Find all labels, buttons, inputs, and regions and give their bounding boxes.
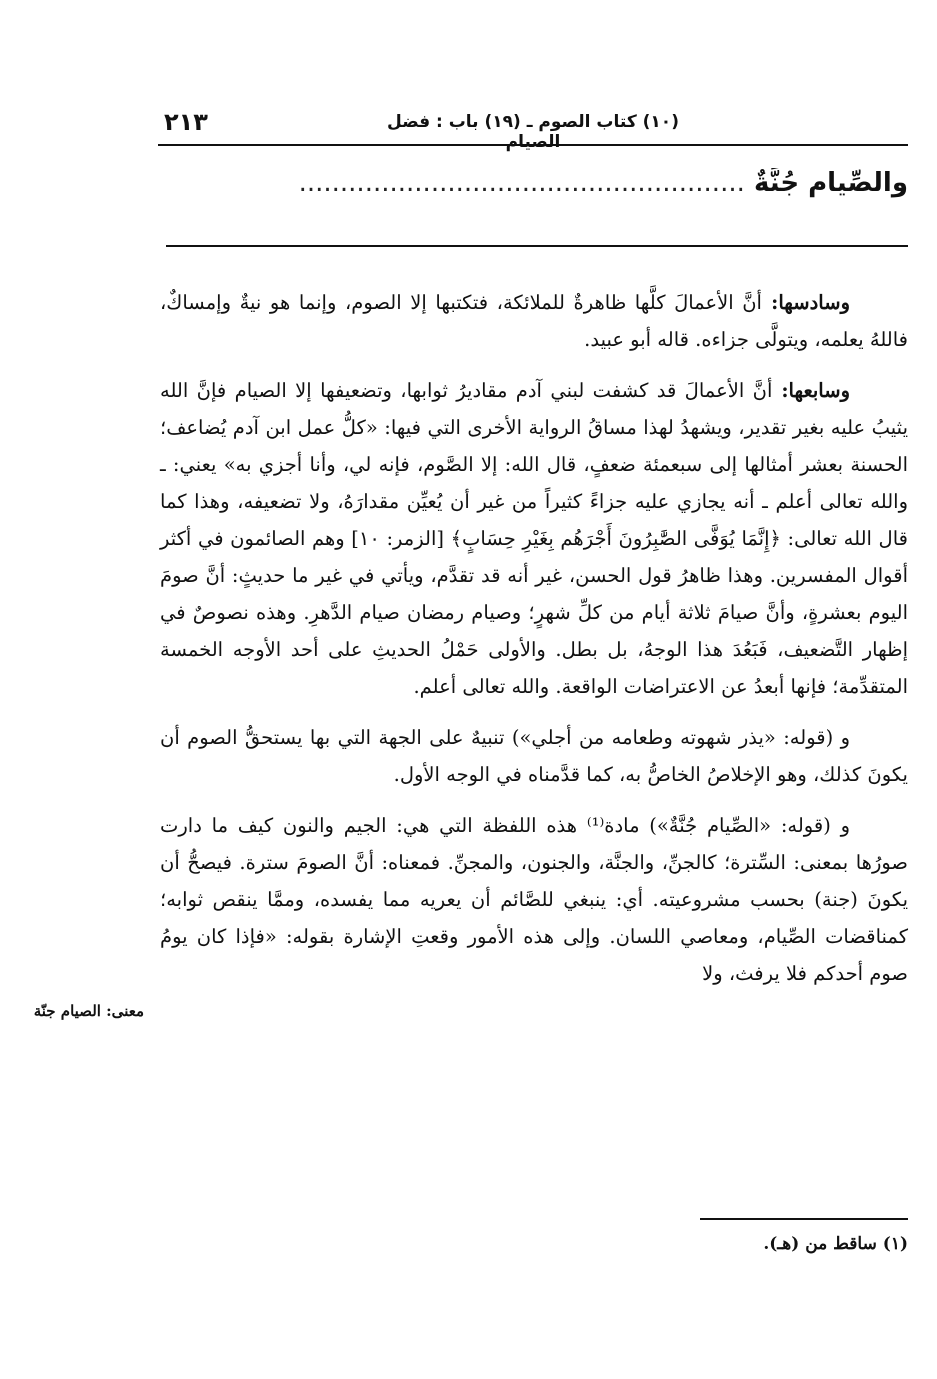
page-header <box>158 104 908 152</box>
hadith-words: والصِّيام جُنَّةٌ <box>753 168 908 198</box>
running-title: (١٠) كتاب الصوم ـ (١٩) باب : فضل الصيام <box>387 112 679 152</box>
text-separator-rule <box>166 245 908 247</box>
paragraph-sixth <box>160 284 908 358</box>
paragraph-abstain <box>160 719 908 793</box>
paragraph-lead: وسابعها: <box>772 379 850 402</box>
paragraph-text: و (قوله: «الصِّيام جُنَّةٌ») مادة⁽¹⁾ هذه اللفظة التي هي: الجيم والنون كيف ما دارت صورُها بمعنى: السِّترة؛ كالجنِّ، والجنَّة، والجنون، والمجنِّ. فمعناه: أنَّ الصومَ سترة. فيصحُّ أن يكونَ (جنة) بحسب مشروعيته. أي: ينبغي للصَّائم أن يعريه مما يفسده، وممَّا ينقص ثوابه؛ كمناقضات الصِّيام، ومعاصي اللسان. وإلى هذه الأمور وقعتِ الإشارة بقوله: «فإذا كان يومُ صوم أحدكم فلا يرفث، ولا <box>160 814 908 985</box>
hadith-text-line <box>160 168 908 218</box>
footnote: (١) ساقط من (هـ). <box>763 1234 908 1254</box>
footnote-separator-rule <box>700 1218 908 1220</box>
paragraph-seventh <box>160 372 908 705</box>
margin-note: معنى: الصيام جنّة <box>33 1002 144 1020</box>
paragraph-text: و (قوله: «يذر شهوته وطعامه من أجلي») تنبيهٌ على الجهة التي بها يستحقُّ الصوم أن يكونَ كذلك، وهو الإخلاصُ الخاصُّ به، كما قدَّمناه في الوجه الأول. <box>160 726 908 786</box>
paragraph-text: أنَّ الأعمالَ كلَّها ظاهرةٌ للملائكة، فتكتبها إلا الصوم، وإنما هو نيةٌ وإمساكٌ، فاللهُ يعلمه، ويتولَّى جزاءه. قاله أبو عبيد. <box>160 291 908 351</box>
page-number: ٢١٣ <box>164 108 208 136</box>
paragraph-junnah <box>160 807 908 992</box>
commentary-body <box>160 284 908 1006</box>
paragraph-lead: وسادسها: <box>761 291 850 314</box>
paragraph-text: أنَّ الأعمالَ قد كشفت لبني آدم مقاديرُ ثوابها، وتضعيفها إلا الصيام فإنَّ الله يثيبُ عليه بغير تقدير، ويشهدُ لهذا مساقُ الرواية الأخرى التي فيها: «كلُّ عمل ابن آدم يُضاعف؛ الحسنة بعشر أمثالها إلى سبعمئة ضعفٍ، قال الله: إلا الصَّوم، فإنه لي، وأنا أجزي به» يعني: ـ والله تعالى أعلم ـ أنه يجازي عليه جزاءً كثيراً من غير أن يُعيِّن مقدارَهُ، ولا تضعيفه، وهذا كما قال الله تعالى: ﴿إِنَّمَا يُوَفَّى الصَّٰبِرُونَ أَجْرَهُم بِغَيْرِ حِسَابٍ﴾ [الزمر: ١٠] وهم الصائمون في أكثر أقوال المفسرين. وهذا ظاهرُ قول الحسن، غير أنه قد تقدَّم، ويأتي في غير ما حديثٍ: أنَّ صومَ اليوم بعشرةٍ، وأنَّ صيامَ ثلاثة أيام من كلِّ شهرٍ؛ وصيام رمضان صيام الدَّهرِ. وهذه نصوصٌ في إظهار التَّضعيف، فَبَعُدَ هذا الوجهُ، بل بطل. والأولى حَمْلُ الحديثِ على أحد الأوجه الخمسة المتقدِّمة؛ فإنها أبعدُ عن الاعتراضات الواقعة. والله تعالى أعلم. <box>160 379 908 698</box>
hadith-ellipsis: ...................................................... <box>298 168 745 198</box>
